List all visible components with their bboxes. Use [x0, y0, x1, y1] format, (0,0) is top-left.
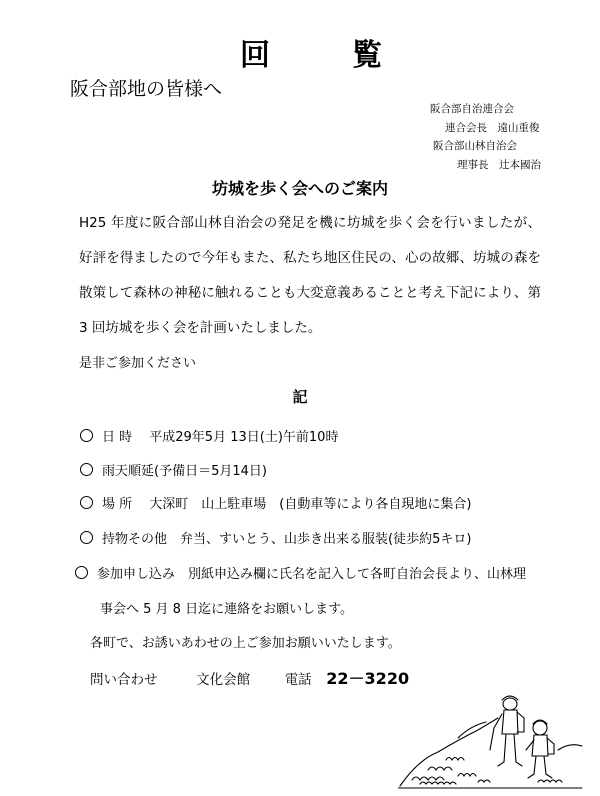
contact-line: [90, 666, 409, 689]
list-item-place: 場 所 大深町 山上駐車場 (自動車等により各自現地に集合): [80, 493, 471, 512]
contact-label: 問い合わせ: [90, 672, 158, 688]
addressee: 阪合部地の皆様へ: [70, 78, 223, 100]
list-item-rain: 雨天順延(予備日＝5月14日): [80, 460, 267, 479]
circle-bullet-icon: [80, 463, 93, 476]
contact-tel: 22－3220: [326, 669, 410, 688]
circle-bullet-icon: [80, 429, 93, 442]
ki-heading: 記: [292, 388, 308, 406]
list-item-application: 参加申し込み 別紙申込み欄に氏名を記入して各町自治会長より、山林理: [75, 563, 526, 582]
contact-place: 文化会館: [196, 672, 251, 688]
sender-org-2: 阪合部山林自治会: [433, 140, 517, 152]
list-item-belongings: 持物その他 弁当、すいとう、山歩き出来る服装(徒歩約5キロ): [80, 528, 471, 547]
sender-name-1: 連合会長 遠山重俊: [445, 122, 540, 134]
sender-name-2: 理事長 辻本國治: [457, 159, 541, 171]
body-paragraph: H25 年度に阪合部山林自治会の発足を機に坊城を歩く会を行いましたが、好評を得ましたので今年もまた、私たち地区住民の、心の故郷、坊城の森を散策して森林の神秘に触れることも大変意義あることと考え下記により、第 3 回坊城を歩く会を計画いたしました。: [79, 215, 541, 336]
closing-line: 各町で、お誘いあわせの上ご参加お願いいたします。: [90, 636, 401, 651]
title-char-2: 覧: [352, 38, 382, 73]
sender-org-1: 阪合部自治連合会: [430, 103, 514, 115]
circle-bullet-icon: [75, 566, 88, 579]
list-item-datetime: 日 時 平成29年5月 13日(土)午前10時: [80, 426, 338, 445]
circle-bullet-icon: [80, 496, 93, 509]
notice-heading: 坊城を歩く会へのご案内: [211, 179, 388, 198]
list-item-application-cont: 事会へ 5 月 8 日迄に連絡をお願いします。: [100, 602, 354, 617]
circle-bullet-icon: [80, 531, 93, 544]
contact-tel-label: 電話: [284, 672, 312, 688]
hikers-illustration: [398, 690, 583, 790]
invite-line: 是非ご参加ください: [79, 356, 197, 371]
title-char-1: 回: [240, 38, 270, 73]
